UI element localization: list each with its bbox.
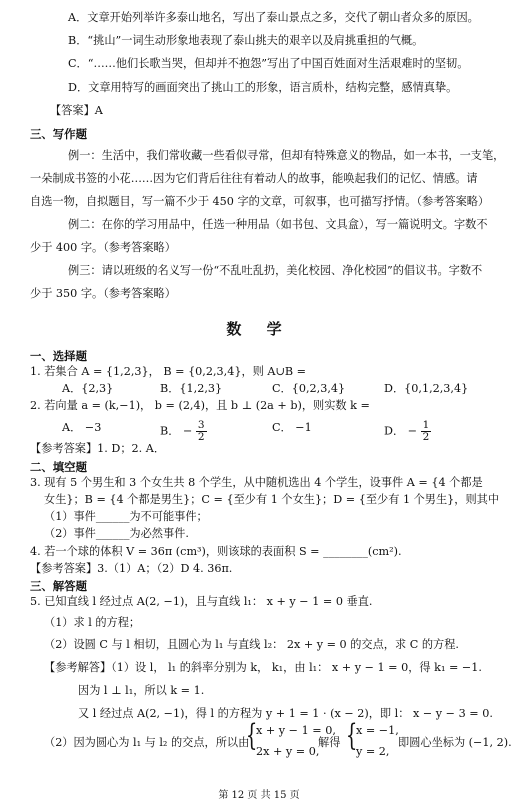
question-2-option-d: D． − $\frac{1}{2}$ bbox=[384, 419, 430, 443]
question-1-option-b: B．{1,2,3} bbox=[160, 382, 223, 395]
math-section-title: 数 学 bbox=[226, 320, 292, 338]
writing-example2-line2: 少于 400 字。（参考答案略） bbox=[30, 241, 176, 254]
question-3-line2: 女生}；B = {4 个都是男生}；C = {至少有 1 个女生}；D = {至少有 1 个男生}，则其中 bbox=[44, 493, 500, 506]
solution-line2: 因为 l ⊥ l₁，所以 k = 1. bbox=[78, 684, 205, 697]
fraction-one-half: $\frac{1}{2}$ bbox=[422, 419, 430, 443]
writing-heading: 三、写作题 bbox=[30, 127, 87, 141]
writing-example3-line2: 少于 350 字。（参考答案略） bbox=[30, 287, 176, 300]
question-4: 4. 若一个球的体积 V = 36π (cm³)，则该球的表面积 S = ________(cm²). bbox=[30, 545, 402, 558]
writing-example3-line1: 例三：请以班级的名义写一份“不乱吐乱扔，美化校园、净化校园”的倡议书。字数不 bbox=[68, 264, 483, 277]
question-2-option-a: A． −3 bbox=[62, 421, 102, 434]
question-5: 5. 已知直线 l 经过点 A(2, −1)，且与直线 l₁： x + y − 1 = 0 垂直. bbox=[30, 595, 373, 608]
solution-heading: 三、解答题 bbox=[30, 579, 87, 593]
reading-option-a: A．文章开始列举许多泰山地名，写出了泰山景点之多，交代了朝山者众多的原因。 bbox=[68, 11, 479, 24]
answer-1: 【参考答案】1. D；2. A． bbox=[30, 442, 166, 455]
system-brace-2: { bbox=[345, 718, 358, 753]
reading-answer: 【答案】A bbox=[50, 104, 103, 117]
writing-example1-line1: 例一：生活中，我们常收藏一些看似寻常，但却有特殊意义的物品，如一本书，一支笔， bbox=[68, 149, 505, 162]
fill-in-heading: 二、填空题 bbox=[30, 460, 87, 474]
system2-row2: y = 2, bbox=[356, 745, 390, 758]
page-footer: 第 12 页 共 15 页 bbox=[218, 790, 300, 801]
question-1: 1. 若集合 A = {1,2,3}， B = {0,2,3,4}，则 A∪B = bbox=[30, 365, 306, 378]
question-1-option-a: A．{2,3} bbox=[62, 382, 114, 395]
reading-option-b: B．“挑山”一词生动形象地表现了泰山挑夫的艰辛以及肩挑重担的气概。 bbox=[68, 34, 424, 47]
reading-option-d: D．文章用特写的画面突出了挑山工的形象，语言质朴，结构完整，感情真挚。 bbox=[68, 81, 458, 94]
system1-row2: 2x + y = 0, bbox=[256, 745, 320, 758]
solution-line4-solve: 解得 bbox=[318, 736, 341, 749]
question-2-option-c: C． −1 bbox=[272, 421, 312, 434]
question-3-line3: （1）事件______为不可能事件； bbox=[44, 510, 208, 523]
writing-example1-line3: 自选一物，自拟题目，写一篇不少于 450 字的文章，可叙事，也可描写抒情。（参考答案略） bbox=[30, 195, 490, 208]
solution-line4-prefix: （2）因为圆心为 l₁ 与 l₂ 的交点，所以由 bbox=[44, 736, 250, 749]
reading-option-c: C．“……他们长歌当哭，但却并不抱怨”写出了中国百姓面对生活艰难时的坚韧。 bbox=[68, 57, 469, 70]
system2-row1: x = −1, bbox=[356, 724, 399, 737]
writing-example1-line2: 一朵制成书签的小花……因为它们背后往往有着动人的故事，能唤起我们的记忆、情感。请 bbox=[30, 172, 478, 185]
question-5-part2: （2）设圆 C 与 l 相切，且圆心为 l₁ 与直线 l₂： 2x + y = 0 的交点，求 C 的方程. bbox=[44, 638, 459, 651]
question-3-line4: （2）事件______为必然事件. bbox=[44, 527, 189, 540]
choice-heading: 一、选择题 bbox=[30, 349, 87, 363]
solution-line4-result: 即圆心坐标为 (−1, 2). bbox=[398, 736, 512, 749]
answer-2: 【参考答案】3.（1）A；（2）D 4. 36π. bbox=[30, 562, 233, 575]
system1-row1: x + y − 1 = 0, bbox=[256, 724, 336, 737]
system-brace-1: { bbox=[245, 718, 258, 753]
solution-line3: 又 l 经过点 A(2, −1)，得 l 的方程为 y + 1 = 1 · (x − 2)，即 l： x − y − 3 = 0. bbox=[78, 707, 493, 720]
question-1-option-c: C．{0,2,3,4} bbox=[272, 382, 346, 395]
question-3-line1: 3. 现有 5 个男生和 3 个女生共 8 个学生，从中随机选出 4 个学生，设事件 A = {4 个都是 bbox=[30, 476, 483, 489]
fraction-three-halves: $\frac{3}{2}$ bbox=[197, 419, 205, 443]
question-2: 2. 若向量 a = (k,−1)， b = (2,4)，且 b ⊥ (2a + b)，则实数 k = bbox=[30, 399, 370, 412]
question-1-option-d: D．{0,1,2,3,4} bbox=[384, 382, 469, 395]
question-2-option-b: B． − $\frac{3}{2}$ bbox=[160, 419, 205, 443]
writing-example2-line1: 例二：在你的学习用品中，任选一种用品（如书包、文具盒），写一篇说明文。字数不 bbox=[68, 218, 488, 231]
solution-line1: 【参考解答】（1）设 l， l₁ 的斜率分别为 k， k₁，由 l₁： x + y − 1 = 0，得 k₁ = −1. bbox=[44, 661, 482, 674]
question-5-part1: （1）求 l 的方程； bbox=[44, 616, 141, 629]
